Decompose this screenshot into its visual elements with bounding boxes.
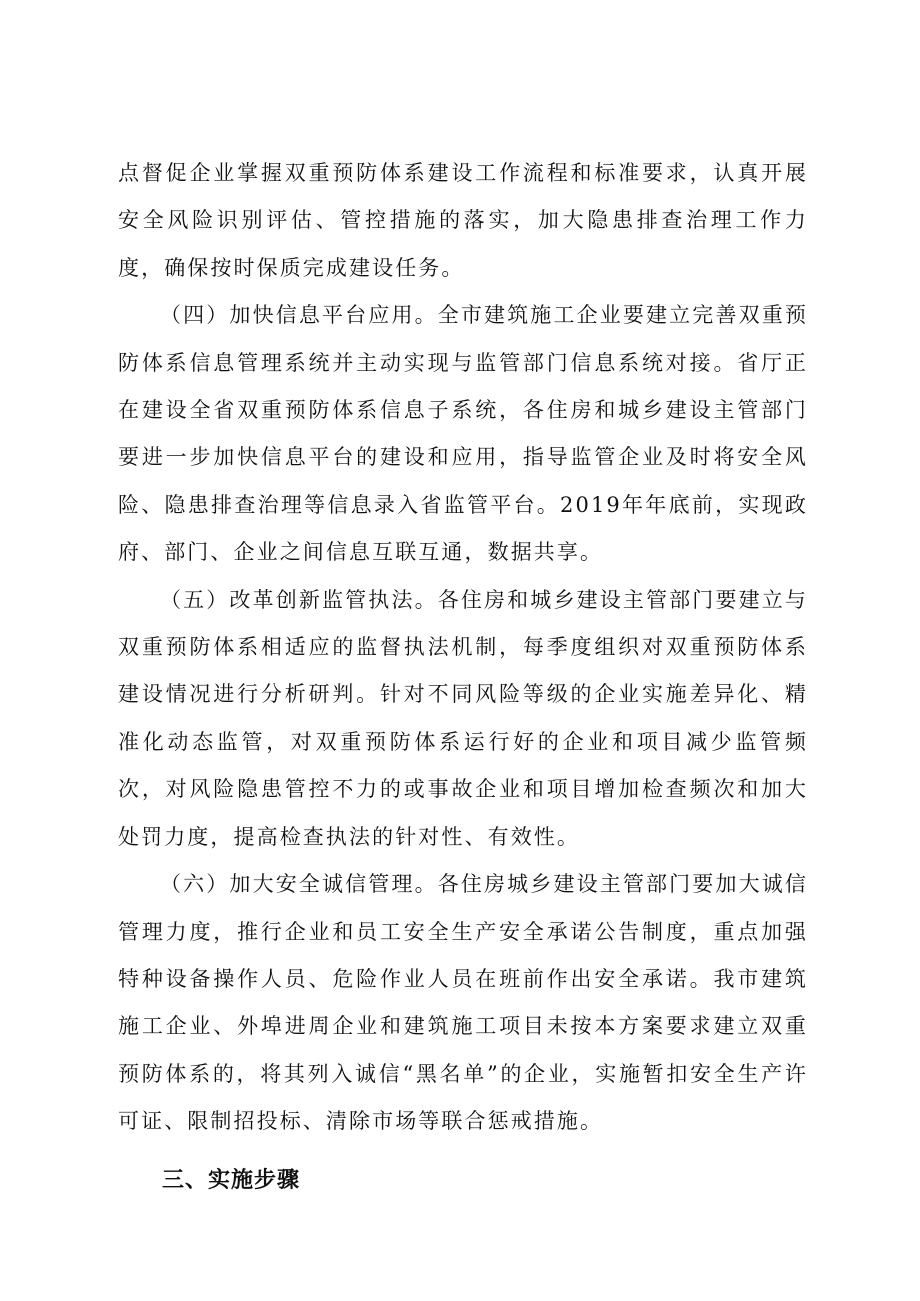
document-page [118, 150, 808, 1210]
paragraph-continuation: 点督促企业掌握双重预防体系建设工作流程和标准要求，认真开展安全风险识别评估、管控措施的落实，加大隐患排查治理工作力度，确保按时保质完成建设任务。 [118, 161, 808, 280]
paragraph-supervision-reform: （五）改革创新监管执法。各住房和城乡建设主管部门要建立与双重预防体系相适应的监督执法机制，每季度组织对双重预防体系建设情况进行分析研判。针对不同风险等级的企业实施差异化、精准化动态监管，对双重预防体系运行好的企业和项目减少监管频次，对风险隐患管控不力的或事故企业和项目增加检查频次和加大处罚力度，提高检查执法的针对性、有效性。 [118, 587, 808, 849]
section-heading: 三、实施步骤 [162, 1167, 301, 1193]
paragraph-platform-application: （四）加快信息平台应用。全市建筑施工企业要建立完善双重预防体系信息管理系统并主动实现与监管部门信息系统对接。省厅正在建设全省双重预防体系信息子系统，各住房和城乡建设主管部门要进一步加快信息平台的建设和应用，指导监管企业及时将安全风险、隐患排查治理等信息录入省监管平台。2019年年底前，实现政府、部门、企业之间信息互联互通，数据共享。 [118, 303, 808, 565]
paragraph-integrity-management: （六）加大安全诚信管理。各住房城乡建设主管部门要加大诚信管理力度，推行企业和员工安全生产安全承诺公告制度，重点加强特种设备操作人员、危险作业人员在班前作出安全承诺。我市建筑施工企业、外埠进周企业和建筑施工项目未按本方案要求建立双重预防体系的，将其列入诚信“黑名单”的企业，实施暂扣安全生产许可证、限制招投标、清除市场等联合惩戒措施。 [118, 872, 808, 1134]
